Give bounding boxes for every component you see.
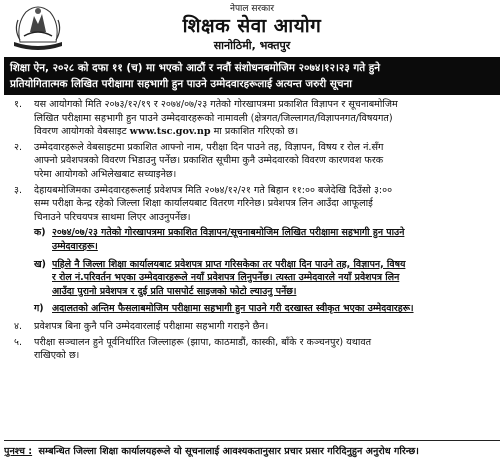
sub-item-line: र रोल नं.परिवर्तन भएका उम्मेदवारहरूले नयाँ प्रवेशपत्र लिनुपर्नेछ। त्यस्ता उम्मेदवारले नयाँ प्रवेशपत्र लिन — [52, 272, 400, 284]
postscript — [4, 440, 500, 460]
item-text: विवरण आयोगको वेबसाइट — [34, 126, 127, 138]
sub-item-line: आउँदा पुरानो प्रवेशपत्र र दुई प्रति पासपोर्ट साइजको फोटो ल्याउनु पर्नेछ। — [52, 285, 297, 297]
item-number: २. — [14, 141, 23, 153]
notice-item-2 — [4, 141, 500, 182]
notice-title-line: प्रतियोगितात्मक लिखित परीक्षामा सहभागी हुन पाउने उम्मेदवारहरूलाई अत्यन्त जरुरी सूचना — [10, 78, 352, 90]
item-line: सम्म परीक्षा केन्द्र रहेको जिल्ला शिक्षा कार्यालयबाट वितरण गरिनेछ। प्रवेशपत्र लिन आउँदा आफूलाई — [34, 198, 373, 210]
item-line: लिखित परीक्षामा सहभागी हुन पाउने उम्मेदवारहरूको नामावली (क्षेत्रगत/जिल्लागत/विज्ञापनगत/विषयगत) — [34, 112, 393, 124]
notice-item-5 — [4, 336, 500, 363]
item-line: प्रवेशपत्र बिना कुनै पनि उम्मेदवारलाई परीक्षामा सहभागी गराइने छैन। — [34, 320, 269, 332]
sub-item-ga — [30, 302, 500, 316]
item-line: आफ्नो प्रवेशपत्रको विवरण भिडाउनु पर्नेछ। प्रकाशित सूचीमा कुनै उम्मेदवारको विवरण कारणवश फरक — [34, 155, 384, 167]
organization-location: सानोठिमी, भक्तपुर — [213, 39, 291, 52]
notice-title — [4, 57, 500, 95]
sub-item-label: ग) — [34, 303, 44, 315]
sub-item-line: पहिले नै जिल्ला शिक्षा कार्यालयबाट प्रवेशपत्र प्राप्त गरिसकेका तर परीक्षा दिन पाउने तह, विज्ञापन, विषय — [52, 258, 406, 270]
sub-item-line: अदालतको अन्तिम फैसलाबमोजिम परीक्षामा सहभागी हुन पाउने गरी दरखास्त स्वीकृत भएका उम्मेदवारहरू। — [52, 303, 414, 315]
item-text: मा प्रकाशित गरिएको छ। — [213, 126, 299, 138]
item-number: ५. — [14, 336, 23, 348]
sub-item-line: २०७४/०७/२३ गतेको गोरखापत्रमा प्रकाशित विज्ञापन/सूचनाबमोजिम लिखित परीक्षामा सहभागी हुन पाउने — [52, 227, 405, 239]
item-line: परीक्षा सञ्चालन हुने पूर्वनिर्धारित जिल्लाहरू (झापा, काठमाडौं, कास्की, बाँके र कञ्चनपुर) यथावत — [34, 336, 372, 348]
item-line: परेमा आयोगको अभिलेखबाट सच्याइनेछ। — [34, 168, 177, 180]
organization-name: शिक्षक सेवा आयोग — [182, 15, 322, 37]
postscript-text: सम्बन्धित जिल्ला शिक्षा कार्यालयहरूले यो सूचनालाई आवश्यकतानुसार प्रचार प्रसार गरिदिनुहुन अनुरोध गरिन्छ। — [38, 446, 419, 457]
sub-item-line: उम्मेदवारहरू। — [52, 240, 98, 252]
sub-item-label: ख) — [34, 258, 46, 270]
item-line: यस आयोगको मिति २०७३/१२/१९ र २०७४/०७/२३ गतेको गोरखापत्रमा प्रकाशित विज्ञापन र सूचनाबमोजिम — [34, 99, 398, 110]
item-number: ४. — [14, 320, 23, 332]
sub-item-ka — [30, 226, 500, 253]
item-line-with-link — [34, 125, 500, 139]
sub-item-label: क) — [34, 227, 46, 239]
notice-body — [4, 98, 500, 365]
sub-item-kha — [30, 258, 500, 299]
item-number: १. — [14, 99, 23, 110]
notice-title-line: शिक्षा ऐन, २०२८ को दफा ११ (च) मा भएको आठौं र नवौं संशोधनबमोजिम २०७४।१२।२३ गते हुने — [10, 62, 381, 74]
notice-item-4 — [4, 320, 500, 334]
postscript-label: पुनश्च : — [4, 446, 33, 457]
website-link[interactable]: www.tsc.gov.np — [129, 126, 211, 138]
government-label: नेपाल सरकार — [229, 4, 275, 14]
item-line: चिनाउने परिचयपत्र साथमा लिएर आउनुपर्नेछ। — [34, 211, 191, 223]
notice-item-1 — [4, 98, 500, 139]
item-line: देहायबमोजिमका उम्मेदवारहरूलाई प्रवेशपत्र मिति २०७४/१२/२१ गते बिहान ११:०० बजेदेखि दिउँसो ३:०० — [34, 184, 393, 196]
item-number: ३. — [14, 184, 23, 196]
item-line: राखिएको छ। — [34, 350, 80, 362]
notice-item-3 — [4, 184, 500, 225]
item-line: उम्मेदवारहरूले वेबसाइटमा प्रकाशित आफ्नो नाम, परीक्षा दिन पाउने तह, विज्ञापन, विषय र रोल नं.सँग — [34, 141, 384, 153]
